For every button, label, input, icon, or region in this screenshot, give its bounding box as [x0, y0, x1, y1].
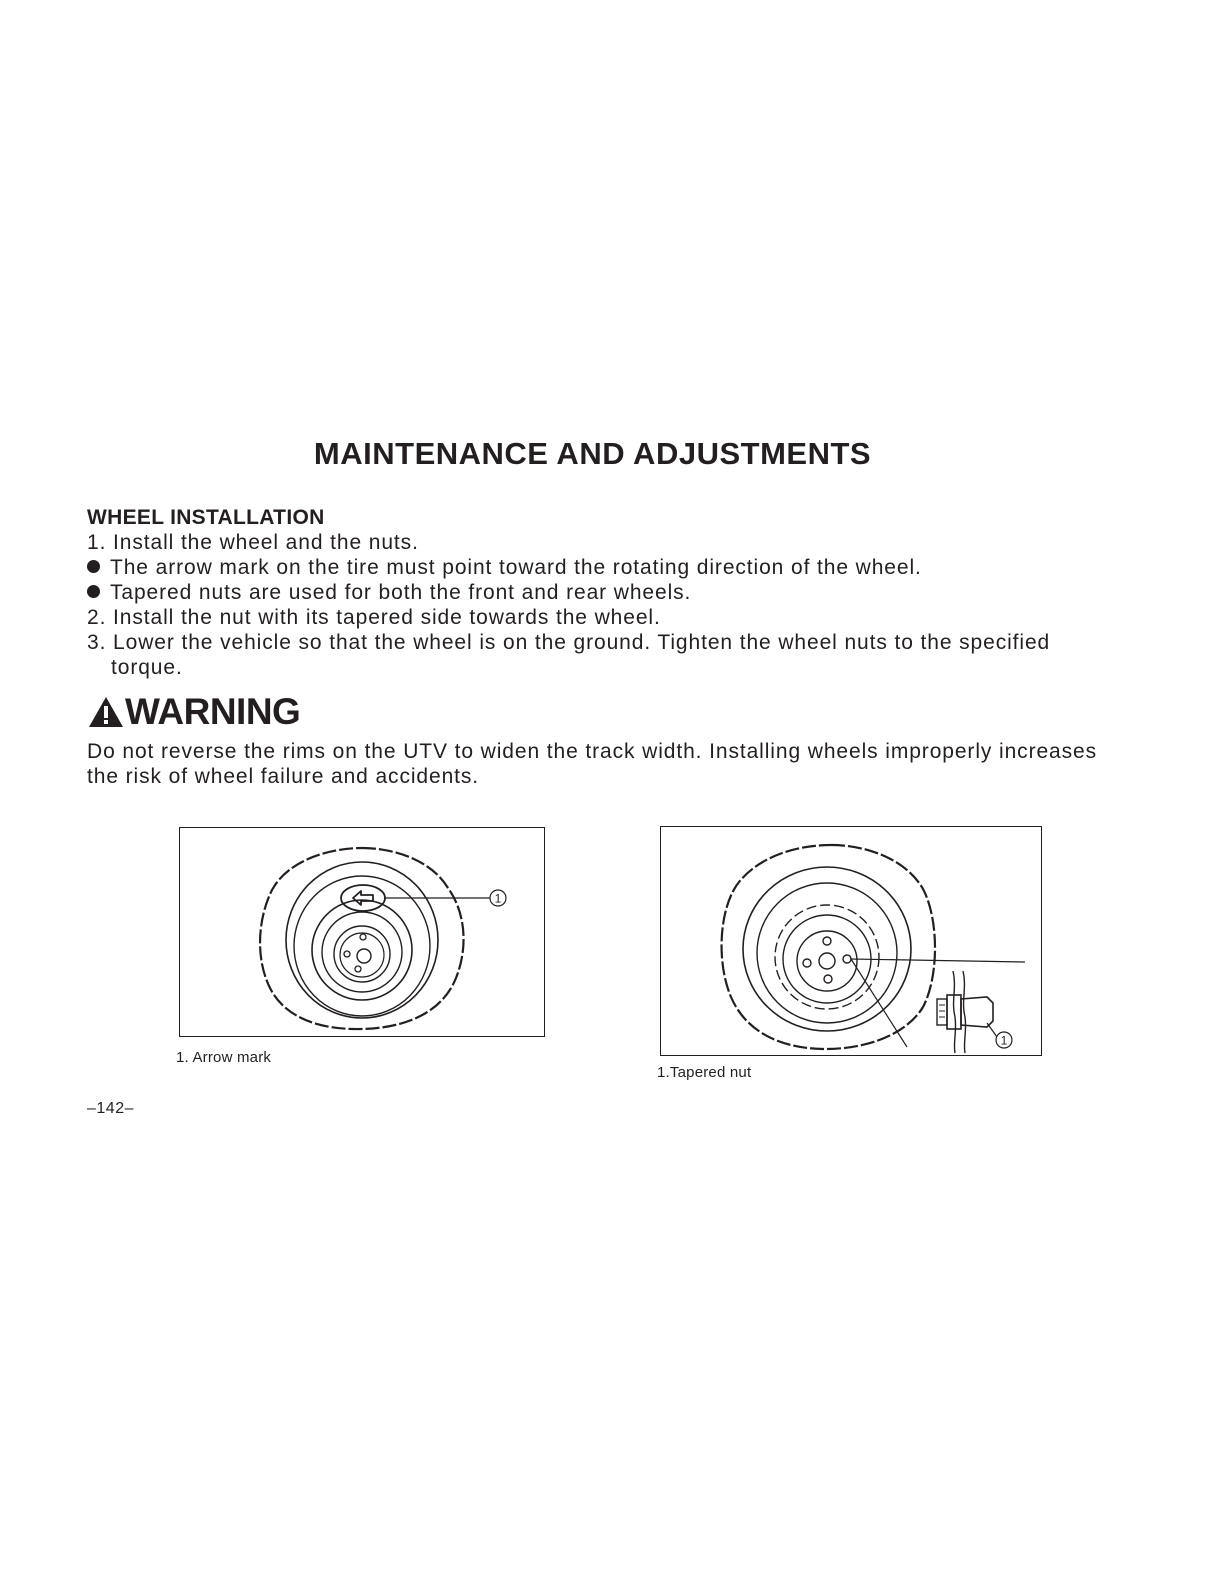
arrow-mark-figure: [179, 827, 545, 1037]
bullet-item: [87, 555, 1147, 580]
tapered-nut-figure: [660, 826, 1042, 1056]
step-1: [87, 530, 1147, 555]
step-1-text: 1. Install the wheel and the nuts.: [87, 531, 419, 554]
arrow-mark-badge: [341, 885, 385, 911]
bullet-item: [87, 580, 1147, 605]
bullet-icon: [87, 560, 100, 573]
figure-caption: 1. Arrow mark: [176, 1049, 272, 1066]
bullet-icon: [87, 585, 100, 598]
step-3: [87, 630, 1147, 655]
warning-title: WARNING: [125, 691, 301, 732]
warning-line: Do not reverse the rims on the UTV to widen the track width. Installing wheels improperly increases: [87, 740, 1098, 763]
step-3-continuation: [87, 655, 1147, 680]
callout-number: 1: [494, 891, 502, 906]
warning-line: the risk of wheel failure and accidents.: [87, 765, 480, 788]
page-number: –142–: [87, 1100, 134, 1117]
tire-outline: [722, 845, 935, 1049]
wheel-installation-section: [87, 505, 1147, 680]
step-3-continuation-text: torque.: [111, 656, 183, 679]
wheel-nut-illustration: [661, 827, 1041, 1055]
wheel-arrow-illustration: [180, 828, 544, 1036]
warning-text: [87, 739, 1177, 789]
arrow-icon: [353, 891, 373, 905]
callout-number: 1: [1000, 1033, 1008, 1048]
section-heading: WHEEL INSTALLATION: [87, 506, 325, 529]
step-2-text: 2. Install the nut with its tapered side towards the wheel.: [87, 606, 661, 629]
figure-caption: 1.Tapered nut: [657, 1064, 752, 1081]
warning-triangle-icon: [87, 695, 125, 729]
step-2: [87, 605, 1147, 630]
tire-outline: [260, 848, 464, 1029]
bullet-item-text: Tapered nuts are used for both the front and rear wheels.: [110, 581, 692, 604]
warning-heading: [87, 690, 300, 734]
bullet-item-text: The arrow mark on the tire must point toward the rotating direction of the wheel.: [110, 556, 922, 579]
page-title: MAINTENANCE AND ADJUSTMENTS: [313, 436, 872, 471]
step-3-text: 3. Lower the vehicle so that the wheel is on the ground. Tighten the wheel nuts to the specified: [87, 631, 1051, 654]
